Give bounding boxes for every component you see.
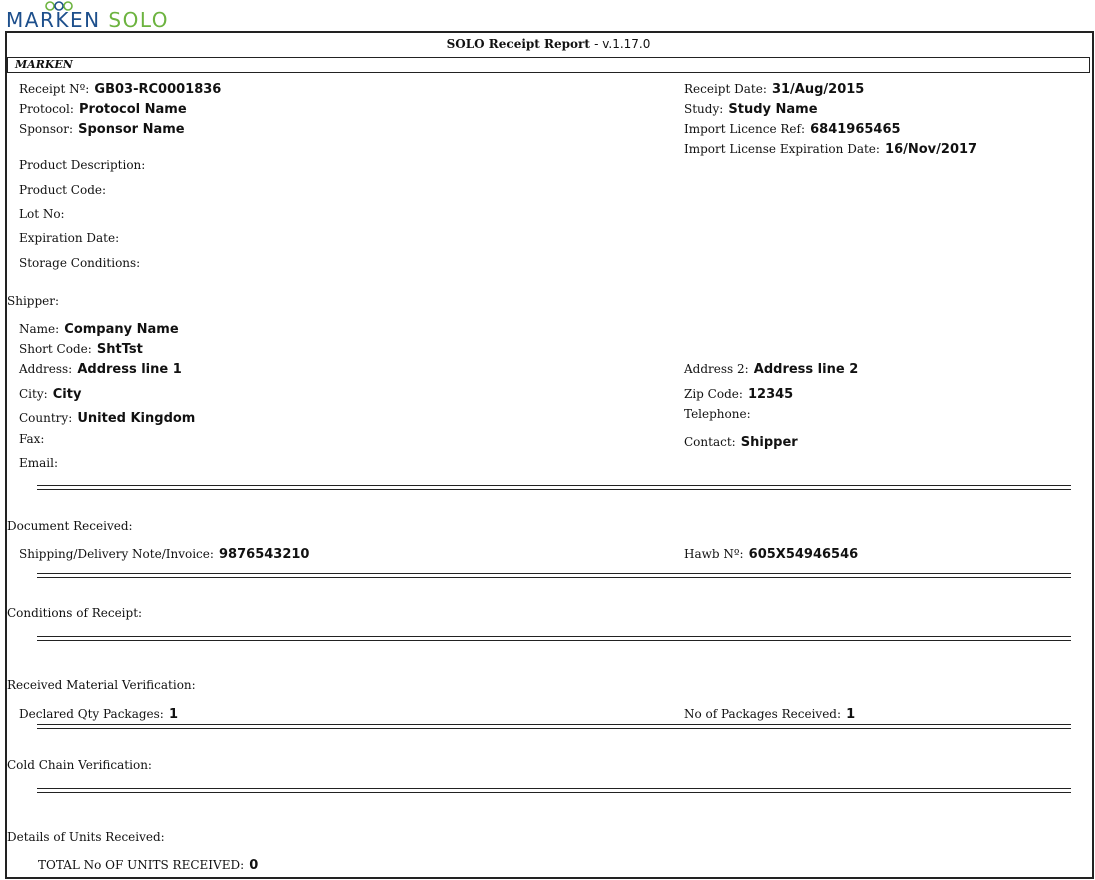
verification-section-title: Received Material Verification: xyxy=(7,678,196,692)
packages-received-row xyxy=(684,703,855,722)
shipper-address-row xyxy=(19,358,182,377)
shipper-short-code-row xyxy=(19,338,143,357)
product-description-label: Product Description: xyxy=(19,158,146,172)
zip-label: Zip Code: xyxy=(684,387,743,401)
company-name: MARKEN xyxy=(15,58,73,71)
address-label: Address: xyxy=(19,362,73,376)
lot-no-label: Lot No: xyxy=(19,207,65,221)
fax-label: Fax: xyxy=(19,432,45,446)
conditions-section-title: Conditions of Receipt: xyxy=(7,606,143,620)
section-divider xyxy=(37,636,1071,641)
logo-brand: MARKEN xyxy=(6,8,101,32)
receipt-no-value: GB03-RC0001836 xyxy=(94,82,222,97)
declared-qty-value: 1 xyxy=(168,707,178,722)
zip-value: 12345 xyxy=(748,387,794,402)
report-title-text: SOLO Receipt Report xyxy=(446,37,590,51)
section-divider xyxy=(37,573,1071,578)
contact-label: Contact: xyxy=(684,435,736,449)
storage-conditions-label: Storage Conditions: xyxy=(19,256,141,270)
address2-value: Address line 2 xyxy=(753,362,859,377)
import-exp-row xyxy=(684,138,977,157)
country-value: United Kingdom xyxy=(77,411,196,426)
shipper-contact-row xyxy=(684,431,798,450)
receipt-date-value: 31/Aug/2015 xyxy=(771,82,865,97)
study-value: Study Name xyxy=(728,102,818,117)
marken-solo-logo xyxy=(6,0,206,30)
hawb-row xyxy=(684,543,858,562)
hawb-value: 605X54946546 xyxy=(748,547,859,562)
receipt-no-row xyxy=(19,78,221,97)
packages-received-value: 1 xyxy=(846,707,856,722)
packages-received-label: No of Packages Received: xyxy=(684,707,842,721)
import-ref-value: 6841965465 xyxy=(810,122,901,137)
import-ref-row xyxy=(684,118,901,137)
total-units-label: TOTAL No OF UNITS RECEIVED: xyxy=(38,858,245,872)
protocol-row xyxy=(19,98,187,117)
report-frame xyxy=(5,31,1094,879)
receipt-date-label: Receipt Date: xyxy=(684,82,767,96)
logo-text xyxy=(6,8,169,32)
protocol-label: Protocol: xyxy=(19,102,74,116)
shipper-name-value: Company Name xyxy=(64,322,179,337)
company-header xyxy=(7,57,1090,73)
address-value: Address line 1 xyxy=(77,362,182,377)
documents-section-title: Document Received: xyxy=(7,519,133,533)
protocol-value: Protocol Name xyxy=(79,102,187,117)
cold-chain-section-title: Cold Chain Verification: xyxy=(7,758,152,772)
import-exp-value: 16/Nov/2017 xyxy=(885,142,978,157)
delivery-note-label: Shipping/Delivery Note/Invoice: xyxy=(19,547,214,561)
shipper-city-row xyxy=(19,383,81,402)
units-section-title: Details of Units Received: xyxy=(7,830,165,844)
short-code-label: Short Code: xyxy=(19,342,92,356)
total-units-value: 0 xyxy=(249,858,259,873)
shipper-name-label: Name: xyxy=(19,322,60,336)
short-code-value: ShtTst xyxy=(96,342,143,357)
report-title-bar xyxy=(5,31,1092,57)
section-divider xyxy=(37,724,1071,729)
sponsor-label: Sponsor: xyxy=(19,122,74,136)
hawb-label: Hawb Nº: xyxy=(684,547,744,561)
import-exp-label: Import License Expiration Date: xyxy=(684,142,880,156)
shipper-name-row xyxy=(19,318,179,337)
product-code-label: Product Code: xyxy=(19,183,107,197)
section-divider xyxy=(37,788,1071,793)
study-label: Study: xyxy=(684,102,724,116)
delivery-note-value: 9876543210 xyxy=(219,547,310,562)
receipt-date-row xyxy=(684,78,864,97)
contact-value: Shipper xyxy=(740,435,798,450)
report-title xyxy=(5,37,1092,51)
email-label: Email: xyxy=(19,456,59,470)
shipper-zip-row xyxy=(684,383,793,402)
section-divider xyxy=(37,485,1071,490)
shipper-section-title: Shipper: xyxy=(7,294,60,308)
declared-qty-row xyxy=(19,703,178,722)
delivery-note-row xyxy=(19,543,309,562)
telephone-label: Telephone: xyxy=(684,407,751,421)
study-row xyxy=(684,98,818,117)
expiration-date-label: Expiration Date: xyxy=(19,231,120,245)
receipt-no-label: Receipt Nº: xyxy=(19,82,90,96)
city-value: City xyxy=(52,387,82,402)
report-version: - v.1.17.0 xyxy=(594,37,651,51)
shipper-country-row xyxy=(19,407,195,426)
total-units-row xyxy=(38,854,258,873)
address2-label: Address 2: xyxy=(684,362,749,376)
declared-qty-label: Declared Qty Packages: xyxy=(19,707,164,721)
sponsor-value: Sponsor Name xyxy=(78,122,185,137)
logo-product: SOLO xyxy=(108,8,170,32)
shipper-address2-row xyxy=(684,358,858,377)
import-ref-label: Import Licence Ref: xyxy=(684,122,806,136)
country-label: Country: xyxy=(19,411,73,425)
sponsor-row xyxy=(19,118,185,137)
city-label: City: xyxy=(19,387,48,401)
